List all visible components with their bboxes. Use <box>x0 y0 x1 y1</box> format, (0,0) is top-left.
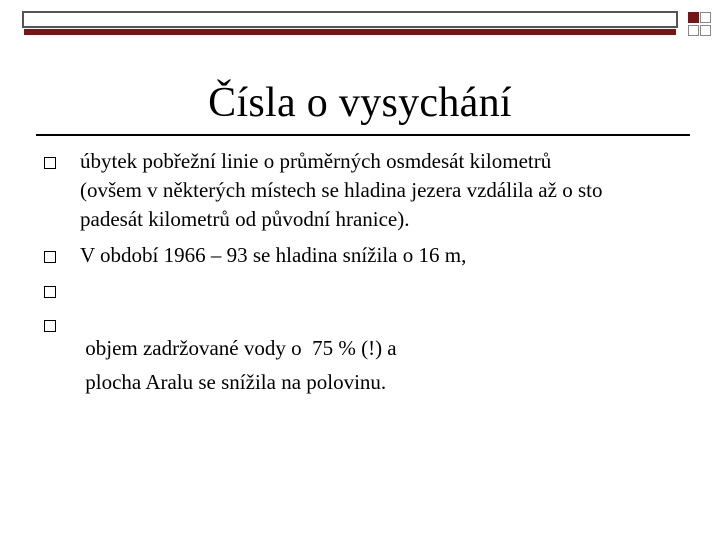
bullet-line: (ovšem v některých místech se hladina jezera vzdálila až o sto <box>80 178 603 202</box>
hollow-square-icon <box>44 286 56 298</box>
bullet-line: padesát kilometrů od původní hranice). <box>80 207 410 231</box>
hollow-square-icon <box>44 251 56 263</box>
bullet-item <box>80 147 700 234</box>
bullet-line: objem zadržované vody o 75 % (!) a <box>80 336 397 360</box>
bullet-line: úbytek pobřežní linie o průměrných osmdesát kilometrů <box>80 149 552 173</box>
bullet-item <box>80 241 700 270</box>
hollow-square-icon <box>44 157 56 169</box>
slide-title: Čísla o vysychání <box>208 80 512 126</box>
bullet-line: plocha Aralu se snížila na polovinu. <box>80 370 387 394</box>
hollow-square-icon <box>44 320 56 332</box>
bullet-item <box>80 310 700 455</box>
bullet-line: V období 1966 – 93 se hladina snížila o 16 m, <box>80 243 467 267</box>
